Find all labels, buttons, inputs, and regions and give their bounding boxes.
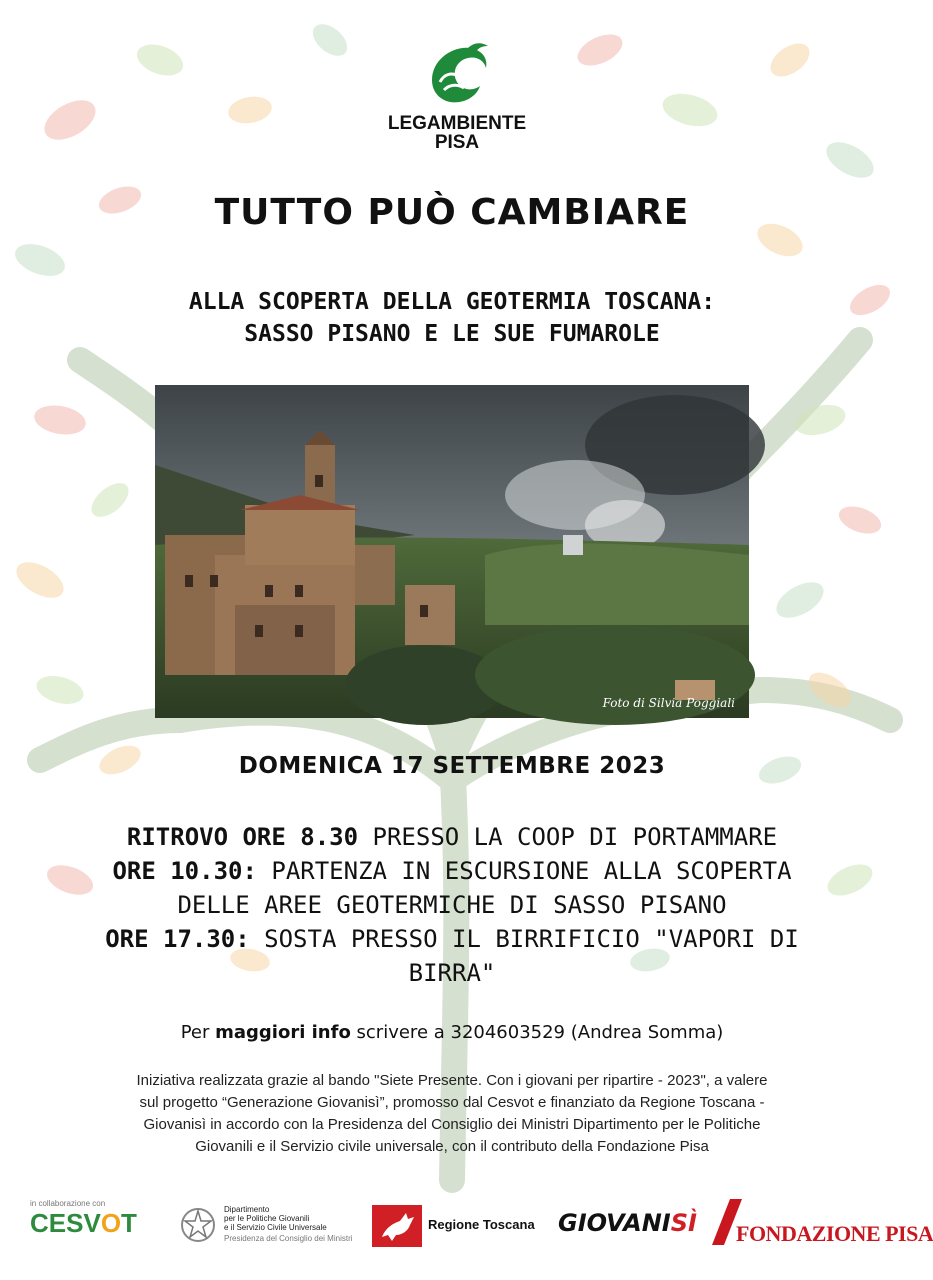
dip-line1: Dipartimento [224,1205,270,1214]
giovanisi-logo [558,1209,697,1237]
contact-bold: maggiori info [215,1022,351,1043]
dip-line3: e il Servizio Civile Universale [224,1223,327,1232]
schedule-item-2-time: ORE 10.30: [112,857,257,885]
dip-line2: per le Politiche Giovanili [224,1214,310,1223]
dipartimento-logo [224,1205,353,1243]
contact-prefix: Per [180,1022,216,1043]
schedule-item-3 [20,922,884,956]
dip-line4: Presidenza del Consiglio dei Ministri [224,1234,353,1243]
footnote-line1: Iniziativa realizzata grazie al bando "Siete Presente. Con i giovani per ripartire - 2023", a valere [136,1072,768,1089]
pegasus-icon [372,1205,422,1247]
schedule-item-3-line2: BIRRA" [408,959,496,987]
cesvot-sun-o: O [100,1208,122,1238]
government-emblem [180,1205,216,1249]
schedule-item-2-text: PARTENZA IN ESCURSIONE ALLA SCOPERTA [256,857,792,885]
italian-emblem-icon [180,1205,216,1245]
subtitle-line1: ALLA SCOPERTA DELLA GEOTERMIA TOSCANA: [188,289,716,315]
schedule-item-2 [20,854,884,888]
subtitle-line2: SASSO PISANO E LE SUE FUMAROLE [244,321,660,347]
event-date: DOMENICA 17 SETTEMBRE 2023 [238,753,666,779]
swan-icon [422,40,492,108]
schedule-item-1-time: RITROVO ORE 8.30 [126,823,359,851]
giovanisi-name: GIOVANI [558,1209,671,1237]
subtitle [0,286,904,350]
schedule-item-2-line2: DELLE AREE GEOTERMICHE DI SASSO PISANO [177,891,727,919]
page-title: TUTTO PUÒ CAMBIARE [214,192,690,233]
photo-image [155,385,749,718]
contact-suffix: scrivere a 3204603529 (Andrea Somma) [350,1022,724,1043]
cesvot-name-t: T [121,1208,137,1238]
footnote-line2: sul progetto “Generazione Giovanisì”, promosso dal Cesvot e finanziato da Regione Toscana - [139,1094,765,1111]
cesvot-name: CESV [30,1208,101,1238]
sponsor-logos [0,1195,933,1255]
schedule [20,820,884,990]
schedule-item-3-time: ORE 17.30: [105,925,250,953]
schedule-item-1 [20,820,884,854]
footnote [40,1070,864,1158]
footnote-line4: Giovanili e il Servizio civile universale, con il contributo della Fondazione Pisa [195,1138,709,1155]
photo-credit: Foto di Silvia Poggiali [602,696,735,710]
logo-name-line2: PISA [434,132,480,153]
cesvot-logo [30,1199,137,1239]
regione-toscana-logo [372,1205,535,1247]
landscape-photo [155,385,749,718]
giovanisi-si: SÌ [670,1209,697,1237]
footnote-line3: Giovanisì in accordo con la Presidenza del Consiglio dei Ministri Dipartimento per le Politiche [143,1116,761,1133]
cesvot-caption: in collaborazione con [30,1199,106,1208]
regione-toscana-name: Regione Toscana [428,1217,535,1232]
contact-info [0,1022,904,1043]
logo-name-line1: LEGAMBIENTE [387,113,527,134]
legambiente-logo [372,40,542,152]
schedule-item-3-text: SOSTA PRESSO IL BIRRIFICIO "VAPORI DI [249,925,799,953]
schedule-item-1-text: PRESSO LA COOP DI PORTAMMARE [358,823,778,851]
fondazione-pisa-name: FONDAZIONE PISA [736,1221,933,1246]
